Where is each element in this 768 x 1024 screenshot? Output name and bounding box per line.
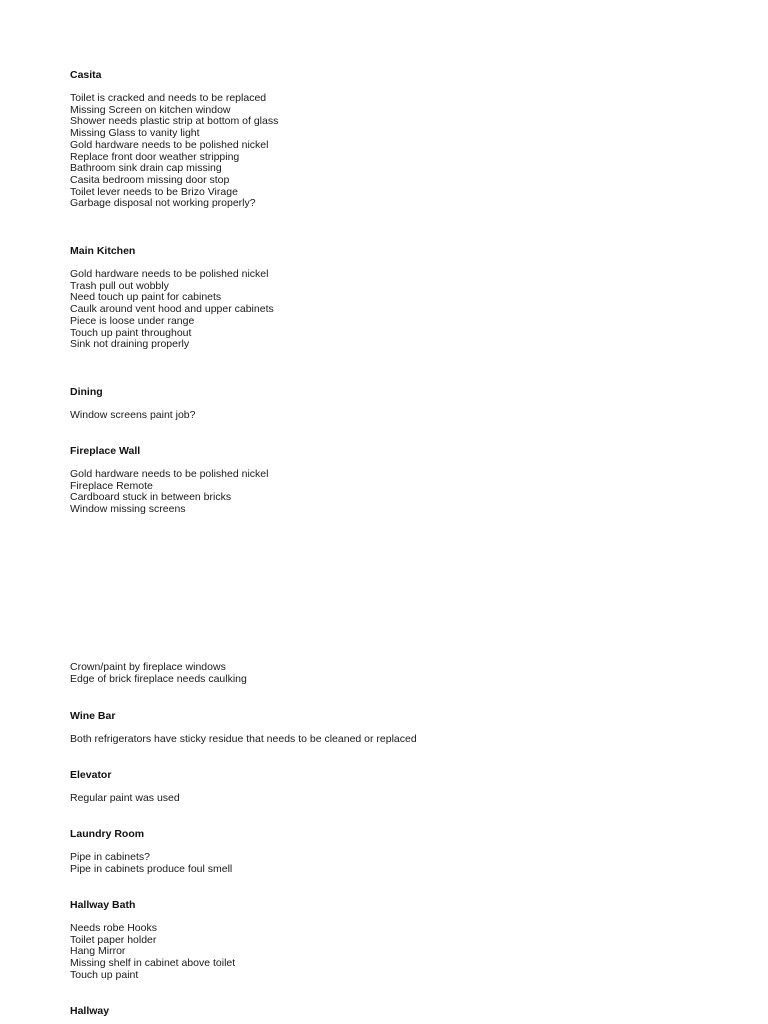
list-item: Pipe in cabinets? [70,851,150,863]
section-heading: Dining [70,386,103,398]
list-item: Missing Glass to vanity light [70,127,200,140]
list-item: Missing shelf in cabinet above toilet [70,957,236,970]
section-hallway-bath [70,899,728,982]
list-item: Regular paint was used [70,792,180,804]
list-item: Caulk around vent hood and upper cabinets [70,303,274,316]
list-item: Window missing screens [70,503,186,516]
list-item: Both refrigerators have sticky residue that needs to be cleaned or replaced [70,733,417,745]
section-heading: Elevator [70,769,112,781]
item-list [70,410,728,422]
list-item: Garbage disposal not working properly? [70,197,256,210]
item-list [70,269,728,351]
list-item: Needs robe Hooks [70,922,157,934]
list-item: Piece is loose under range [70,314,195,327]
list-item: Edge of brick fireplace needs caulking [70,672,247,685]
list-item: Sink not draining properly [70,338,190,351]
list-item: Pipe in cabinets produce foul smell [70,862,233,875]
section-heading: Fireplace Wall [70,445,141,457]
list-item: Bathroom sink drain cap missing [70,162,222,175]
list-item: Trash pull out wobbly [70,279,169,292]
section-hallway [70,1005,728,1018]
list-item: Toilet is cracked and needs to be replaced [70,92,267,104]
section-heading: Hallway Bath [70,899,136,911]
section-heading: Wine Bar [70,710,116,722]
item-list [70,469,728,516]
list-item: Casita bedroom missing door stop [70,173,230,186]
item-list [70,93,728,210]
list-item: Fireplace Remote [70,479,153,492]
list-item: Crown/paint by fireplace windows [70,661,226,673]
section-heading: Hallway [70,1005,110,1017]
section-heading: Casita [70,69,102,81]
list-item: Gold hardware needs to be polished nickel [70,468,269,480]
section-main-kitchen [70,245,728,351]
section-casita [70,69,728,210]
section-laundry-room [70,828,728,875]
section-elevator [70,769,728,805]
section-fireplace-wall-continued [70,662,728,685]
list-item: Shower needs plastic strip at bottom of glass [70,115,279,128]
list-item: Missing Screen on kitchen window [70,103,231,116]
item-list [70,734,728,746]
item-list [70,923,728,982]
section-wine-bar [70,710,728,746]
section-heading: Laundry Room [70,828,145,840]
list-item: Touch up paint [70,968,139,981]
list-item: Gold hardware needs to be polished nickel [70,268,269,280]
list-item: Replace front door weather stripping [70,150,240,163]
list-item: Touch up paint throughout [70,326,192,339]
section-dining [70,386,728,422]
list-item: Hang Mirror [70,945,126,958]
list-item: Cardboard stuck in between bricks [70,491,232,504]
list-item: Toilet paper holder [70,933,157,946]
list-item: Window screens paint job? [70,409,196,421]
section-fireplace-wall [70,445,728,516]
item-list [70,793,728,805]
list-item: Toilet lever needs to be Brizo Virage [70,185,238,198]
list-item: Gold hardware needs to be polished nickel [70,138,269,151]
item-list [70,852,728,875]
section-heading: Main Kitchen [70,245,136,257]
list-item: Need touch up paint for cabinets [70,291,222,304]
